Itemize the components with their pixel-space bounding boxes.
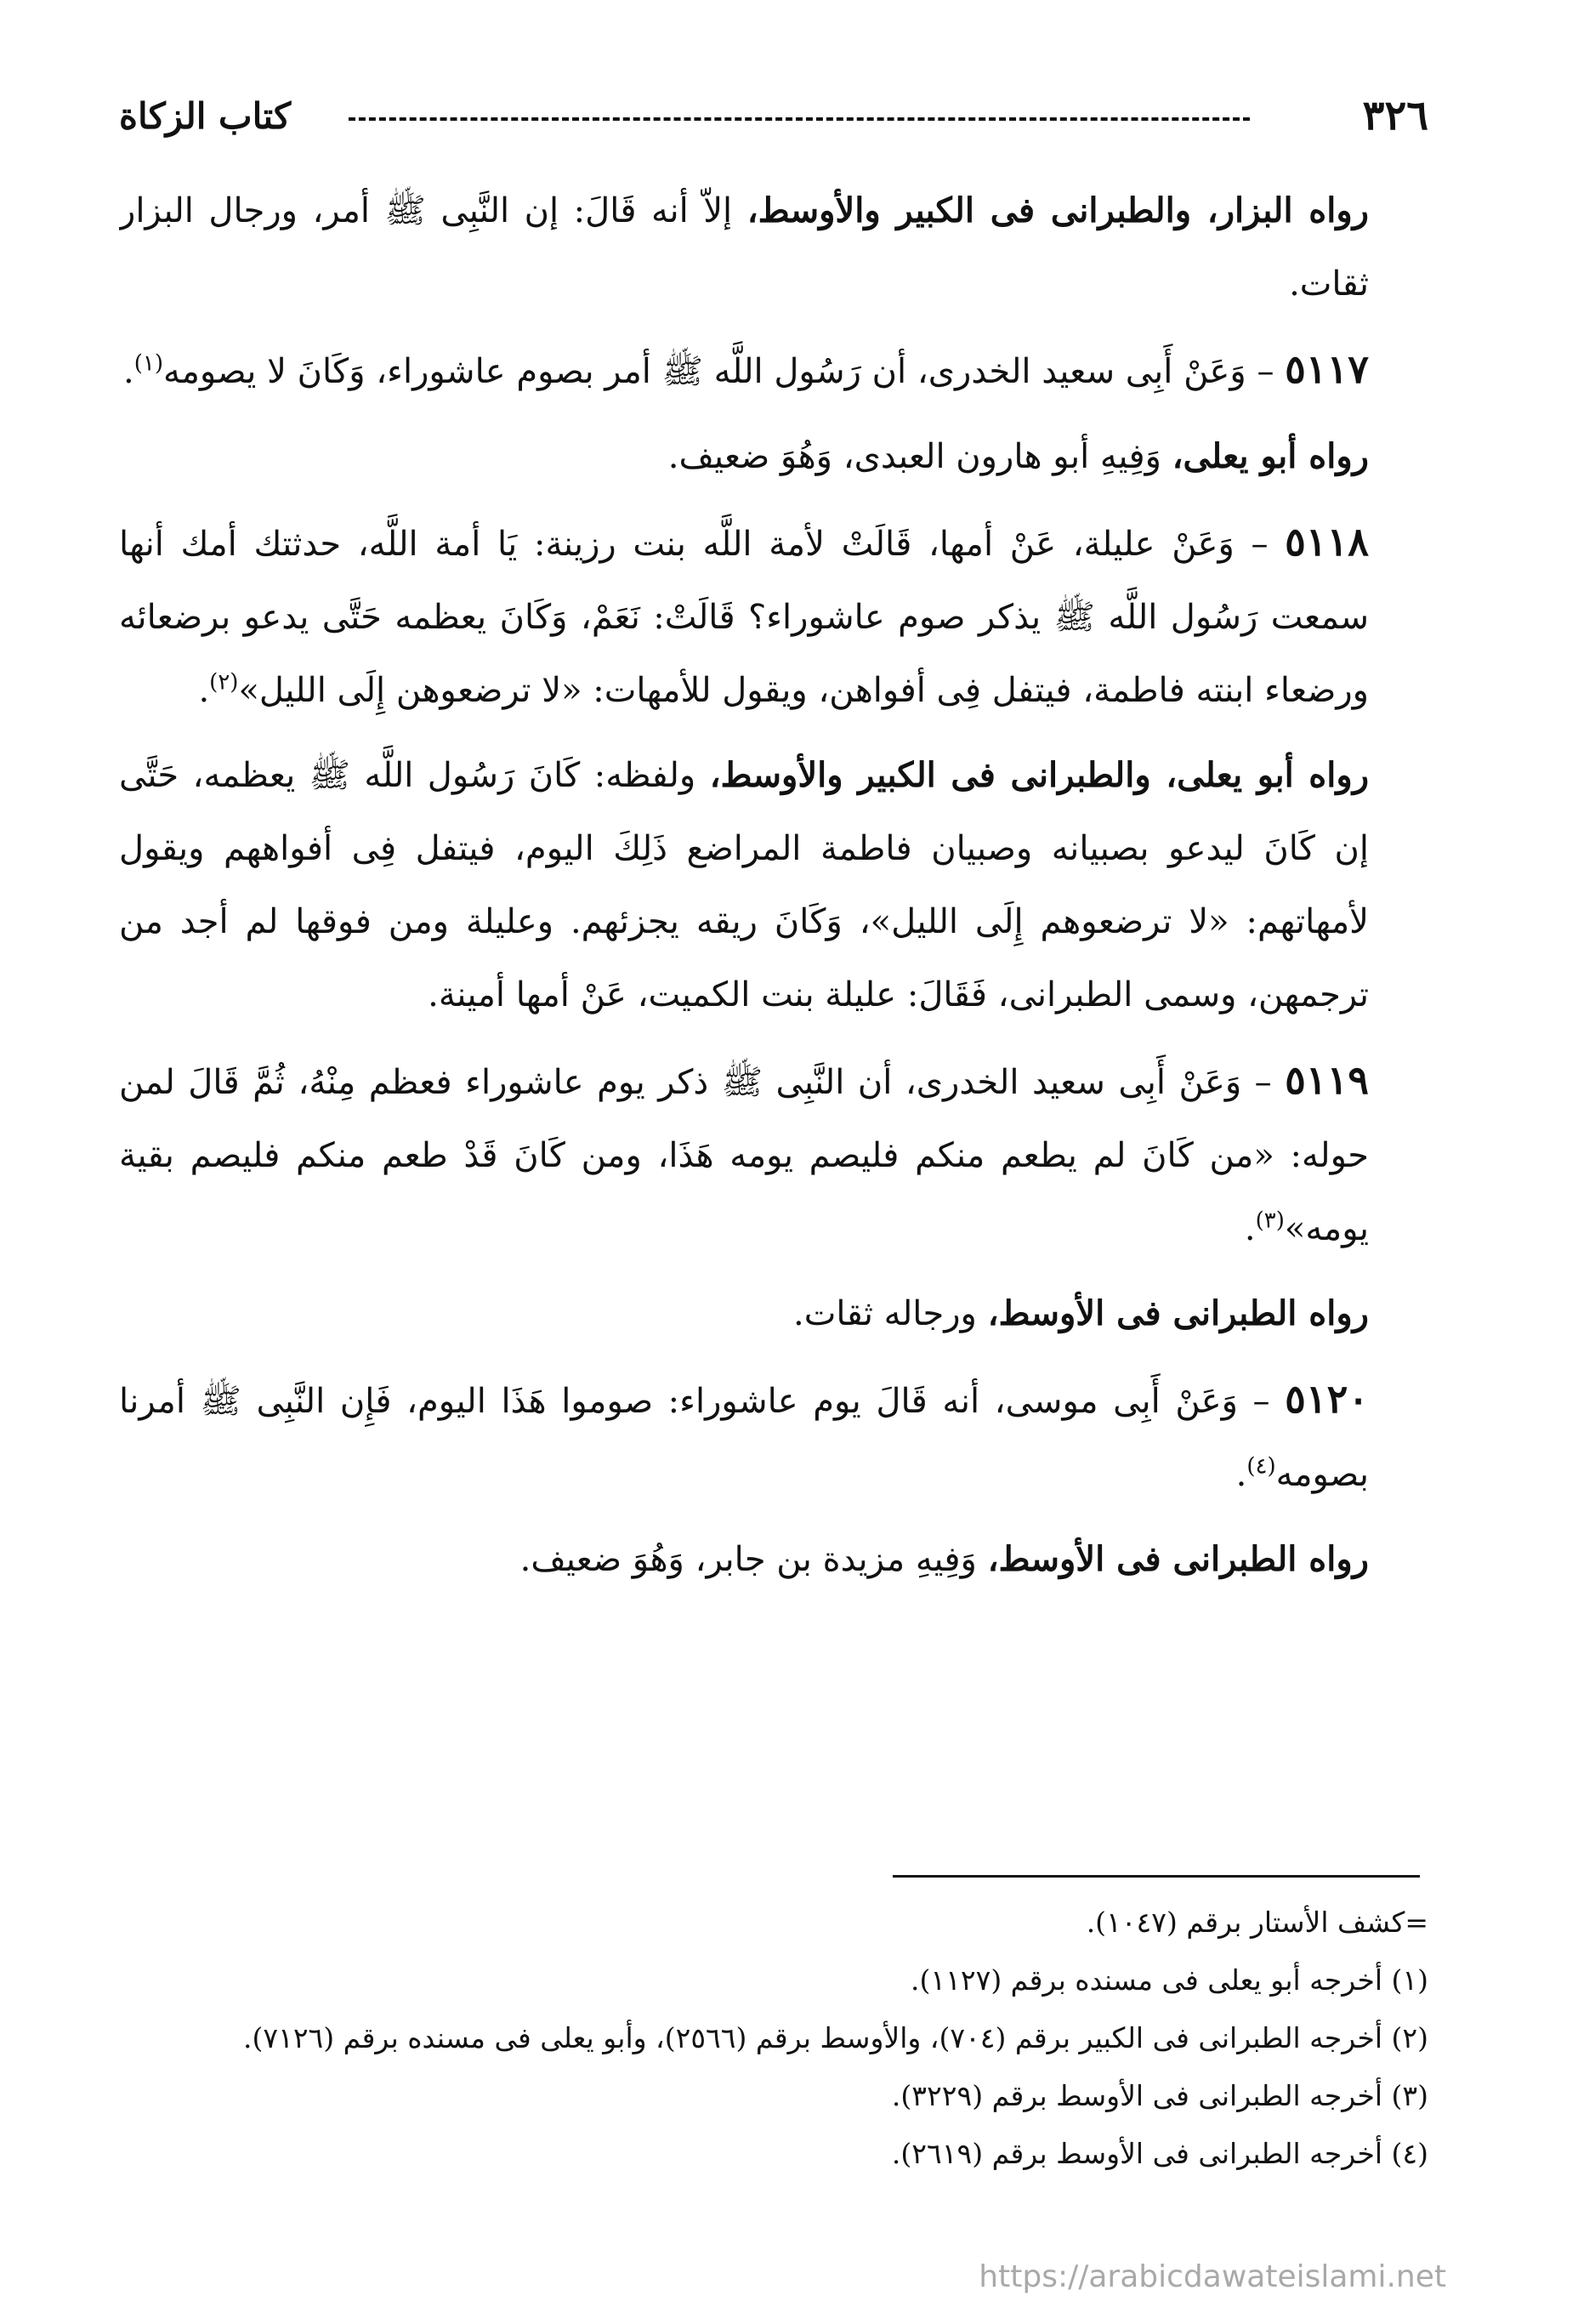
main-text [119,174,1428,1832]
narration-text: إلاّ أنه قَالَ: إن النَّبِى ﷺ أمر، ورجال البزار ثقات. [119,191,1369,304]
sentence-end: . [1235,1455,1247,1494]
narration-paragraph [119,420,1428,493]
footnotes [119,1896,1428,2253]
narration-source: رواه الطبرانى فى الأوسط، [987,1539,1369,1579]
watermark-url: https://arabicdawateislami.net [979,2259,1446,2294]
footnote-ref: (١) [133,350,163,377]
header-dashed-rule [349,117,1250,121]
hadith-text: – وَعَنْ أَبِى سعيد الخدرى، أن النَّبِى ﷺ ذكر يوم عاشوراء فعظم مِنْهُ، ثُمَّ قَالَ لمن حوله: «من كَانَ لم يطعم منكم فليصم يومه هَذَا، ومن كَانَ قَدْ طعم منكم فليصم بقية يومه» [119,1063,1369,1248]
footnote-item: (٢) أخرجه الطبرانى فى الكبير برقم (٧٠٤)، والأوسط برقم (٢٥٦٦)، وأبو يعلى فى مسنده برقم (٧١٢٦). [243,2021,1428,2054]
hadith-paragraph [119,1043,1428,1265]
footnote-ref: (٢) [209,669,239,696]
hadith-number: ٥١١٨ [1285,519,1369,565]
page-header [119,85,1428,145]
hadith-number: ٥١١٧ [1285,346,1369,392]
narration-paragraph [119,739,1428,1031]
footnote-ref: (٤) [1246,1453,1276,1480]
footnote-item: (٤) أخرجه الطبرانى فى الأوسط برقم (٢٦١٩). [891,2137,1428,2170]
narration-source: رواه البزار، والطبرانى فى الكبير والأوسط، [746,190,1369,230]
footnote-item: (١) أخرجه أبو يعلى فى مسنده برقم (١١٢٧). [911,1963,1428,1997]
narration-source: رواه الطبرانى فى الأوسط، [987,1293,1369,1333]
sentence-end: . [198,671,210,710]
sentence-end: . [123,352,134,391]
hadith-text: – وَعَنْ عليلة، عَنْ أمها، قَالَتْ لأمة اللَّه بنت رزينة: يَا أمة اللَّه، حدثتك أمك أنها سمعت رَسُول اللَّه ﷺ يذكر صوم عاشوراء؟ قَالَتْ: نَعَمْ، وَكَانَ يعظمه حَتَّى يدعو برضعائه ورضعاء ابنته فاطمة، فيتفل فِى أفواهن، ويقول للأمهات: «لا ترضعوهن إِلَى الليل» [119,525,1369,710]
narration-text: ولفظه: كَانَ رَسُول اللَّه ﷺ يعظمه، حَتَّى إن كَانَ ليدعو بصبيانه وصبيان فاطمة المراضع ذَلِكَ اليوم، فيتفل فِى أفواههم ويقول لأمهاتهم: «لا ترضعوهم إِلَى الليل»، وَكَانَ ريقه يجزئهم. وعليلة ومن فوقها لم أجد من ترجمهن، وسمى الطبرانى، فَقَالَ: عليلة بنت الكميت، عَنْ أمها أمينة. [119,756,1369,1014]
sentence-end: . [1244,1209,1256,1248]
hadith-paragraph [119,332,1428,408]
narration-paragraph [119,1523,1428,1596]
narration-text: وَفِيهِ مزيدة بن جابر، وَهُوَ ضعيف. [519,1540,988,1579]
narration-paragraph [119,174,1428,321]
narration-source: رواه أبو يعلى، [1172,436,1369,476]
narration-text: ورجاله ثقات. [793,1294,988,1333]
hadith-number: ٥١١٩ [1285,1057,1369,1103]
footnote-item: =كشف الأستار برقم (١٠٤٧). [1086,1906,1428,1939]
narration-paragraph [119,1277,1428,1350]
book-title: كتاب الزكاة [119,95,292,137]
narration-text: وَفِيهِ أبو هارون العبدى، وَهُوَ ضعيف. [667,437,1172,476]
footnote-item: (٣) أخرجه الطبرانى فى الأوسط برقم (٣٢٢٩). [891,2079,1428,2112]
page-number: ٣٢٦ [1362,92,1428,139]
footnote-ref: (٣) [1255,1207,1285,1234]
hadith-text: – وَعَنْ أَبِى موسى، أنه قَالَ يوم عاشوراء: صوموا هَذَا اليوم، فَإِن النَّبِى ﷺ أمرنا بصومه [119,1382,1369,1494]
hadith-paragraph [119,505,1428,727]
footnote-divider [893,1875,1420,1878]
hadith-paragraph [119,1362,1428,1511]
hadith-number: ٥١٢٠ [1285,1376,1369,1422]
hadith-text: – وَعَنْ أَبِى سعيد الخدرى، أن رَسُول اللَّه ﷺ أمر بصوم عاشوراء، وَكَانَ لا يصومه [163,352,1286,391]
narration-source: رواه أبو يعلى، والطبرانى فى الكبير والأوسط، [709,755,1370,795]
